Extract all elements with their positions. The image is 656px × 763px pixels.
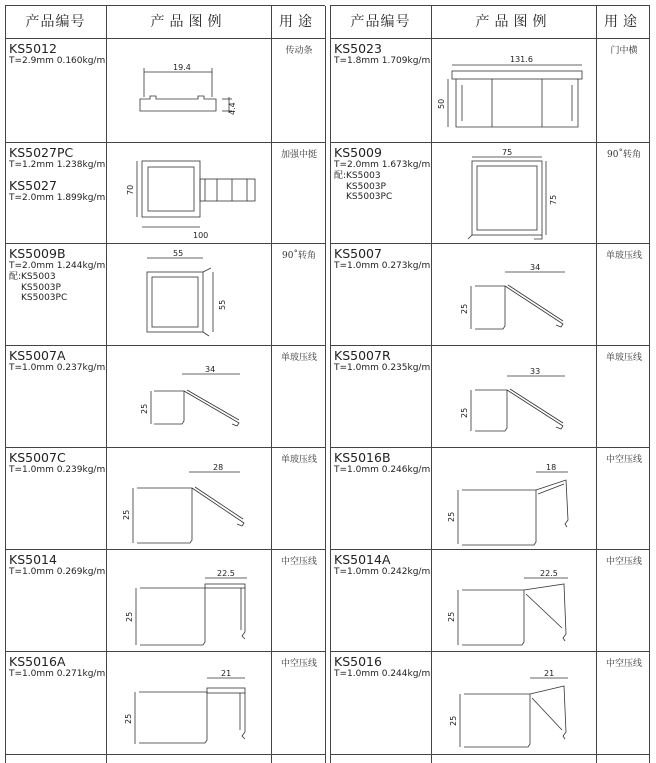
dimension-label: 21 (544, 669, 555, 678)
dimension-label: 18 (546, 463, 557, 472)
match-item: KS5003PC (346, 192, 393, 202)
dimension-label: 25 (460, 407, 469, 418)
product-code: KS5012 (9, 41, 57, 56)
product-spec: T=1.0mm 0.273kg/m (334, 261, 431, 271)
dimension-label: 25 (122, 509, 131, 520)
product-code: KS5016A (9, 654, 66, 669)
table-row (5, 39, 325, 142)
dimension-label: 70 (126, 184, 135, 195)
product-code: KS5027PC (9, 145, 74, 160)
table-row (330, 652, 650, 755)
match-item: 配:KS5003 (9, 272, 56, 282)
profile-drawing (432, 652, 596, 755)
profile-drawing (432, 143, 596, 246)
usage-label: 中空压线 (605, 557, 642, 567)
header-code: 产品编号 (350, 14, 411, 30)
profile-drawing (107, 143, 271, 246)
usage-label: 单玻压线 (280, 353, 317, 363)
product-spec: T=1.0mm 0.242kg/m (334, 567, 431, 577)
dimension-label: 55 (173, 249, 184, 258)
dimension-label: 75 (549, 194, 558, 205)
usage-label: 单玻压线 (280, 455, 317, 465)
header-code: 产品编号 (25, 14, 86, 30)
usage-label: 90˚转角 (607, 150, 641, 160)
product-code: KS5007A (9, 348, 66, 363)
dimension-label: 33 (530, 367, 541, 376)
profile-drawing (107, 244, 271, 347)
product-code: KS5016 (334, 654, 382, 669)
product-spec: T=2.0mm 1.244kg/m (9, 261, 106, 271)
product-spec: T=1.0mm 0.269kg/m (9, 567, 106, 577)
dimension-label: 25 (460, 303, 469, 314)
product-spec: T=1.2mm 1.238kg/m (9, 160, 106, 170)
profile-drawing (107, 448, 271, 551)
dimension-label: 131.6 (510, 55, 533, 64)
product-spec: T=1.0mm 0.235kg/m (334, 363, 431, 373)
table-row (330, 39, 650, 142)
product-code: KS5007C (9, 450, 66, 465)
match-item: 配:KS5003 (334, 171, 381, 181)
table-row (5, 346, 325, 449)
table-row (5, 143, 325, 246)
product-spec: T=1.8mm 1.709kg/m (334, 56, 431, 66)
product-code: KS5009B (9, 246, 66, 261)
profile-drawing (432, 550, 596, 653)
dimension-label: 19.4 (173, 63, 191, 72)
product-code: KS5016B (334, 450, 391, 465)
match-item: KS5003P (21, 282, 61, 293)
dimension-label: 28 (213, 463, 224, 472)
product-spec: T=2.0mm 1.673kg/m (334, 160, 431, 170)
dimension-label: 34 (205, 365, 216, 374)
dimension-label: 25 (125, 611, 134, 622)
product-code: KS5007 (334, 246, 382, 261)
profile-drawing (107, 652, 271, 755)
usage-label: 加强中挺 (280, 150, 317, 160)
dimension-label: 21 (221, 669, 232, 678)
usage-label: 中空压线 (280, 557, 317, 567)
dimension-label: 25 (447, 511, 456, 522)
dimension-label: 100 (193, 231, 209, 240)
header-drawing: 产品图例 (475, 14, 552, 30)
dimension-label: 4.4 (228, 102, 237, 115)
product-spec: T=2.9mm 0.160kg/m (9, 56, 106, 66)
usage-label: 单玻压线 (605, 353, 642, 363)
table-row (5, 550, 325, 653)
table-border (325, 6, 326, 763)
profile-drawing (107, 39, 271, 142)
product-spec: T=1.0mm 0.239kg/m (9, 465, 106, 475)
product-spec: T=1.0mm 0.246kg/m (334, 465, 431, 475)
profile-drawing (432, 346, 596, 449)
header-drawing: 产品图例 (150, 14, 227, 30)
table-row (330, 550, 650, 653)
usage-label: 中空压线 (280, 659, 317, 669)
dimension-label: 25 (447, 611, 456, 622)
dimension-label: 75 (502, 148, 513, 157)
usage-label: 90˚转角 (282, 251, 316, 261)
table-row (330, 346, 650, 449)
dimension-label: 34 (530, 263, 541, 272)
usage-label: 中空压线 (605, 455, 642, 465)
profile-drawing (107, 550, 271, 653)
dimension-label: 55 (218, 299, 227, 310)
dimension-label: 50 (437, 98, 446, 109)
match-item: KS5003P (346, 181, 386, 192)
product-code: KS5023 (334, 41, 382, 56)
table-row (5, 448, 325, 551)
product-spec: T=1.0mm 0.271kg/m (9, 669, 106, 679)
table-row (5, 652, 325, 755)
table-row (5, 244, 325, 347)
product-code: KS5009 (334, 145, 382, 160)
catalog-table-left (5, 5, 325, 763)
match-item: KS5003PC (21, 293, 68, 303)
catalog-table-right (330, 5, 650, 763)
product-code: KS5014A (334, 552, 391, 567)
dimension-label: 25 (140, 403, 149, 414)
product-spec: T=1.0mm 0.244kg/m (334, 669, 431, 679)
table-row (330, 244, 650, 347)
dimension-label: 25 (124, 713, 133, 724)
profile-drawing (432, 244, 596, 347)
product-spec: T=2.0mm 1.899kg/m (9, 193, 106, 203)
dimension-label: 22.5 (217, 569, 235, 578)
profile-drawing (432, 448, 596, 551)
usage-label: 单玻压线 (605, 251, 642, 261)
dimension-label: 22.5 (540, 569, 558, 578)
profile-drawing (107, 346, 271, 449)
product-code: KS5027 (9, 178, 57, 193)
header-usage: 用途 (604, 14, 642, 30)
header-usage: 用途 (279, 14, 317, 30)
usage-label: 门中横 (610, 46, 638, 56)
dimension-label: 25 (449, 715, 458, 726)
product-code: KS5007R (334, 348, 391, 363)
table-row (330, 448, 650, 551)
product-code: KS5014 (9, 552, 57, 567)
usage-label: 中空压线 (605, 659, 642, 669)
table-row (330, 143, 650, 246)
profile-drawing (432, 39, 596, 142)
product-spec: T=1.0mm 0.237kg/m (9, 363, 106, 373)
usage-label: 传动条 (285, 46, 313, 56)
